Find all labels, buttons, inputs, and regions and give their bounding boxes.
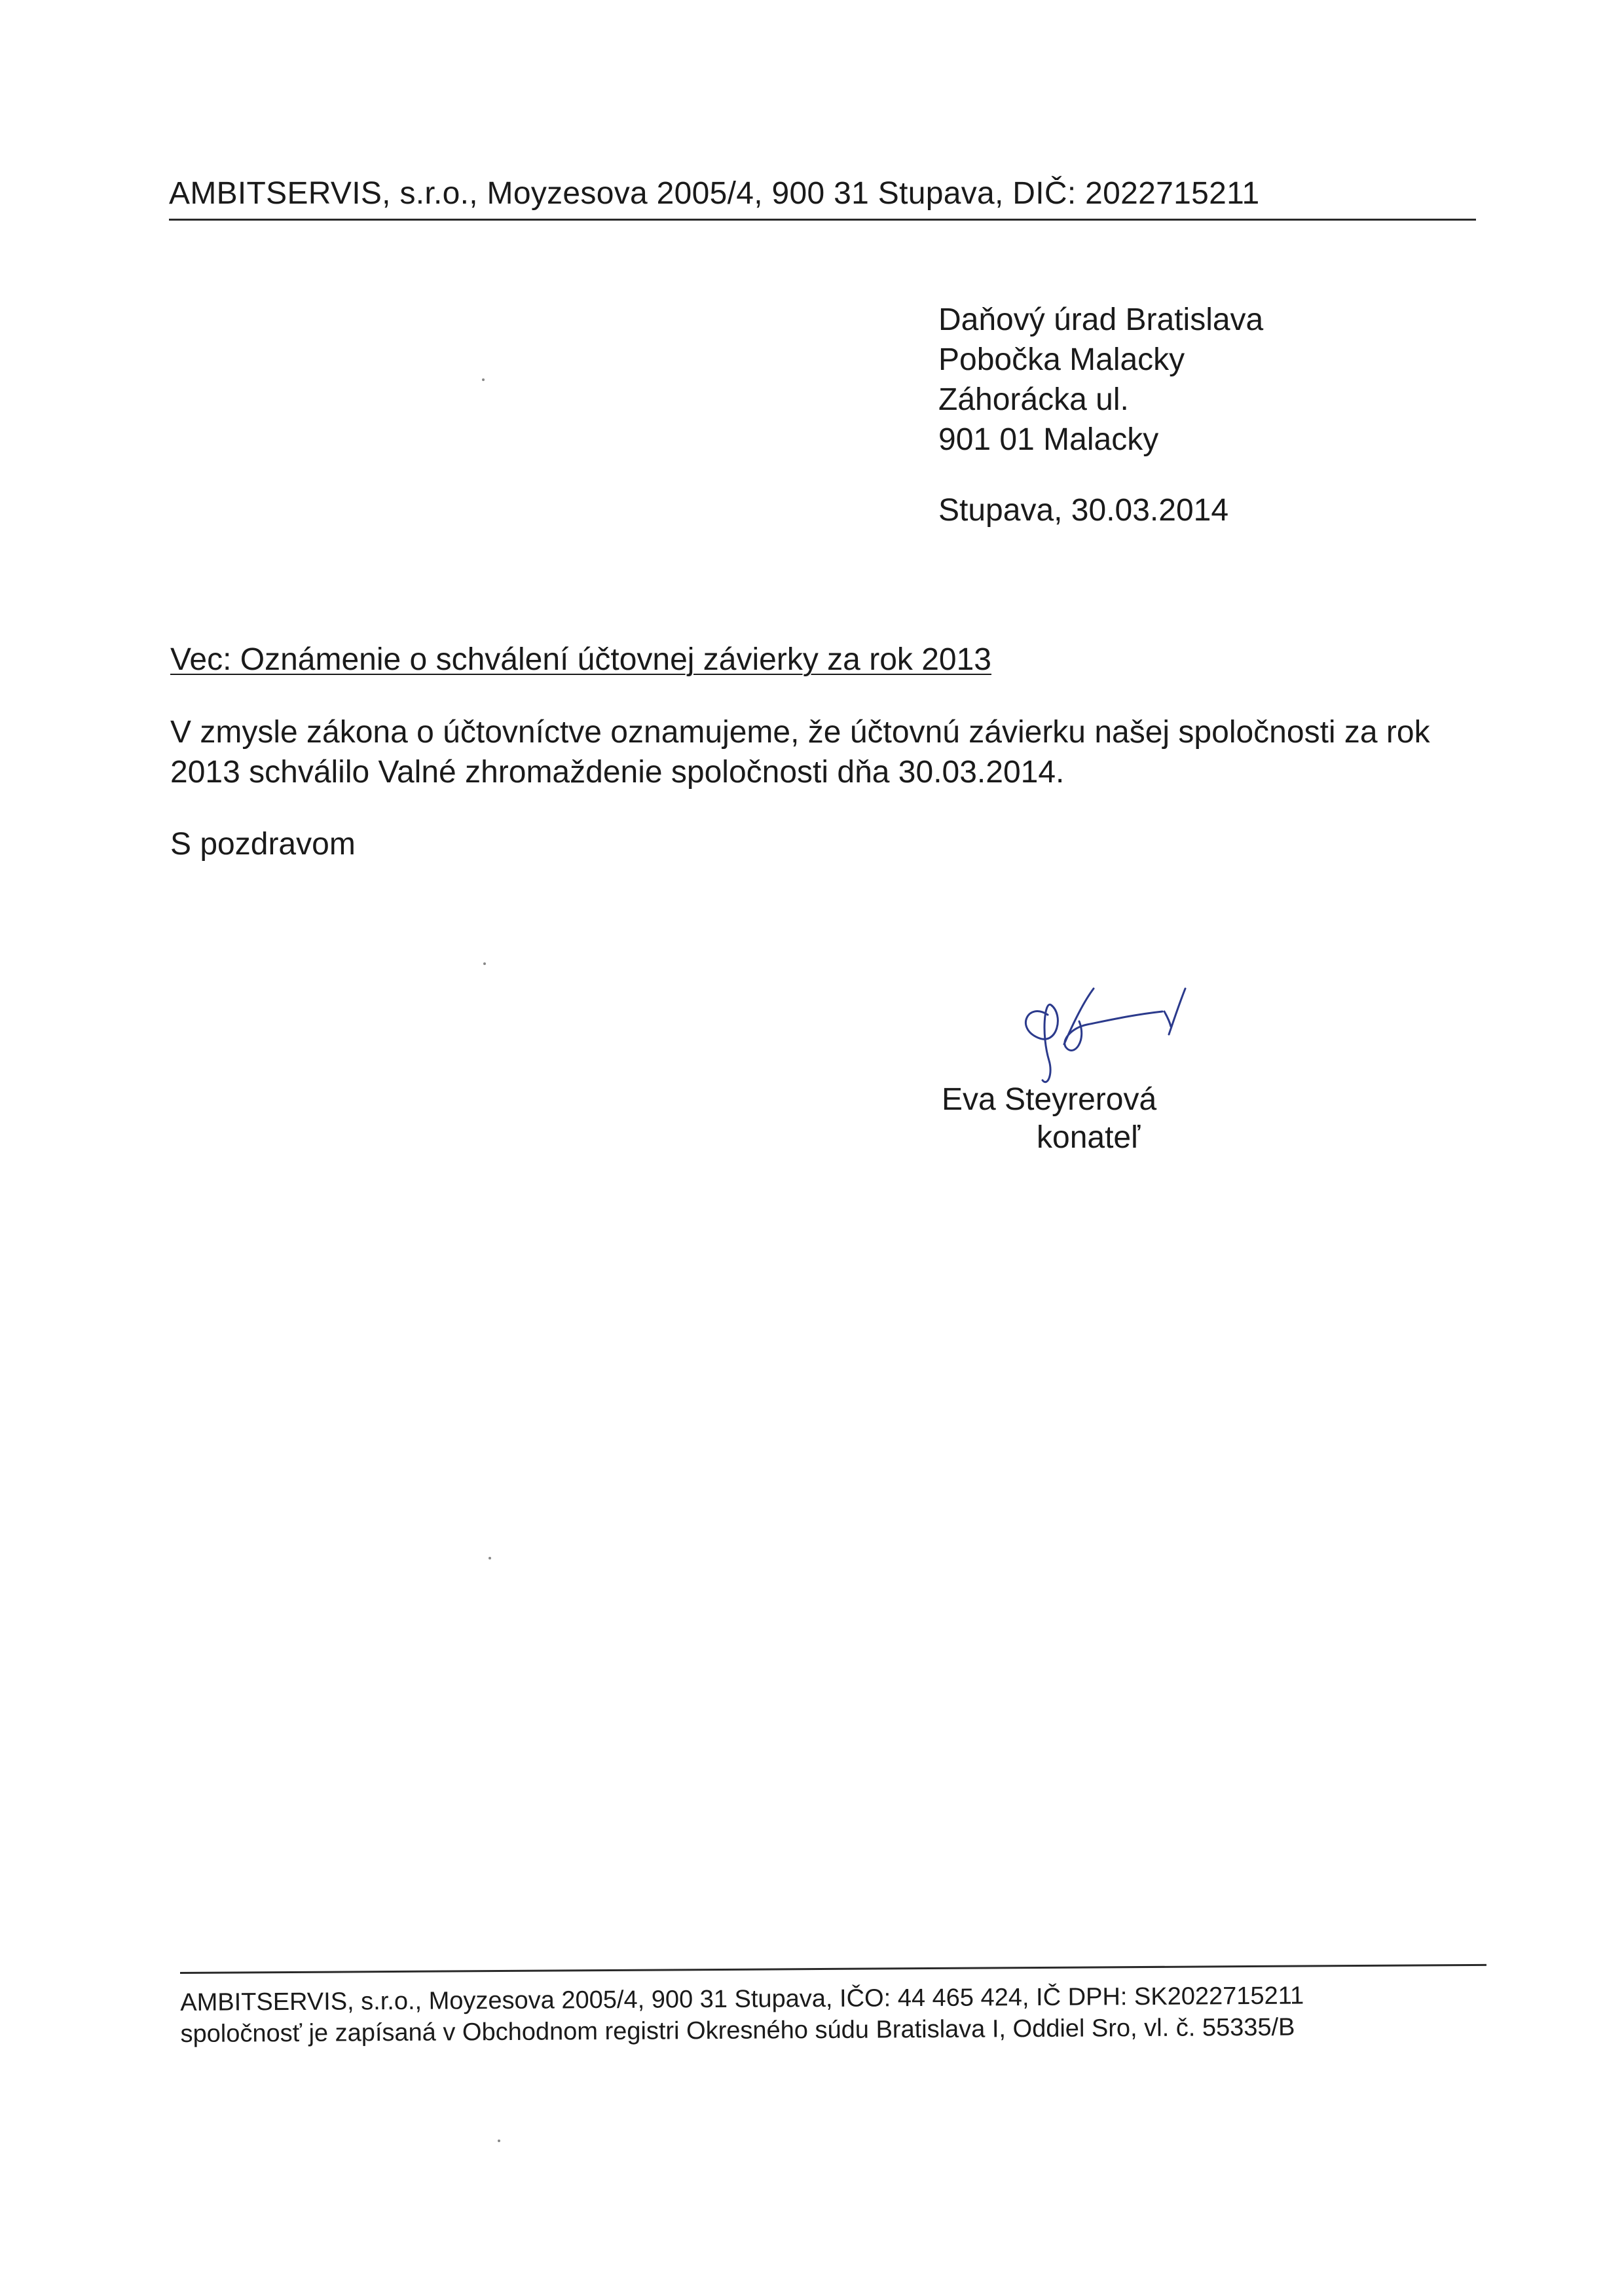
scan-speck xyxy=(489,1557,491,1559)
recipient-line-2: Pobočka Malacky xyxy=(938,342,1185,377)
recipient-line-1: Daňový úrad Bratislava xyxy=(938,302,1264,337)
company-header: AMBITSERVIS, s.r.o., Moyzesova 2005/4, 900 31 Stupava, DIČ: 2022715211 xyxy=(169,176,1260,211)
closing-greeting: S pozdravom xyxy=(170,827,356,862)
letter-body xyxy=(170,712,1480,792)
footer-text xyxy=(180,1979,1487,2050)
body-line-2: 2013 schválilo Valné zhromaždenie spoločnosti dňa 30.03.2014. xyxy=(170,755,1065,790)
recipient-line-3: Záhorácka ul. xyxy=(938,382,1129,417)
footer-divider xyxy=(180,1964,1486,1974)
footer-line-1: AMBITSERVIS, s.r.o., Moyzesova 2005/4, 900 31 Stupava, IČO: 44 465 424, IČ DPH: SK2022715211 xyxy=(180,1982,1304,2016)
recipient-line-4: 901 01 Malacky xyxy=(938,422,1159,457)
letter-date: Stupava, 30.03.2014 xyxy=(938,493,1229,528)
scan-speck xyxy=(498,2140,500,2142)
signatory-name: Eva Steyrerová xyxy=(942,1082,1157,1117)
scan-speck xyxy=(483,962,486,965)
scan-speck xyxy=(482,378,485,381)
recipient-address xyxy=(938,300,1263,460)
header-divider xyxy=(169,219,1476,221)
signatory-role: konateľ xyxy=(1037,1120,1141,1155)
body-line-1: V zmysle zákona o účtovníctve oznamujeme, že účtovnú závierku našej spoločnosti za rok xyxy=(170,715,1430,750)
letter-subject: Vec: Oznámenie o schválení účtovnej závierky za rok 2013 xyxy=(170,642,991,677)
company-footer xyxy=(180,1964,1487,2050)
footer-line-2: spoločnosť je zapísaná v Obchodnom registri Okresného súdu Bratislava I, Oddiel Sro, vl. č. 55335/B xyxy=(180,2013,1295,2048)
